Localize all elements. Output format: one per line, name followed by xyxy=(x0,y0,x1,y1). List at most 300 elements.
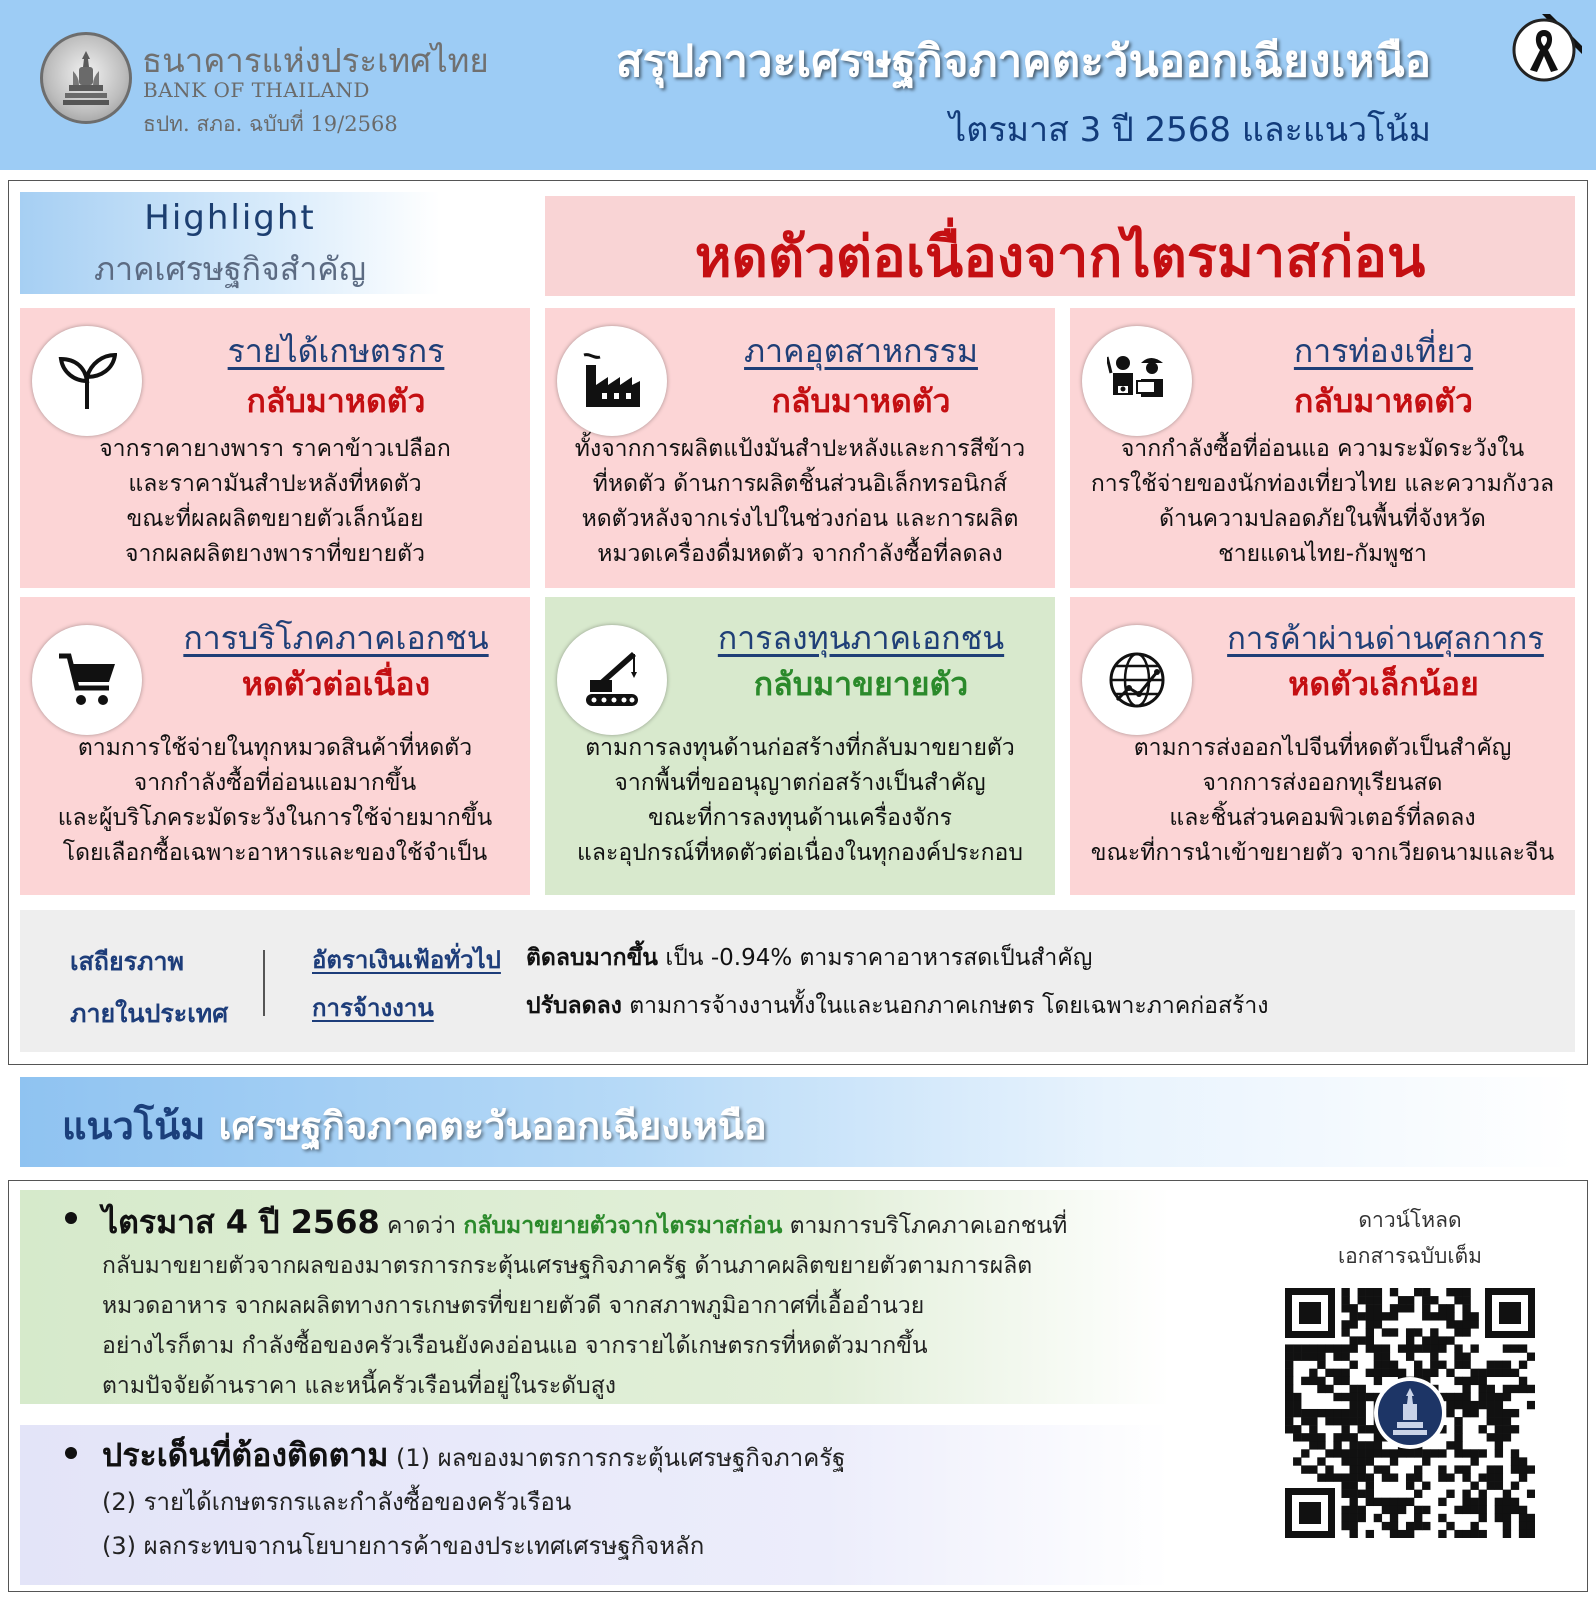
qr-module xyxy=(1422,1449,1430,1457)
qr-module xyxy=(1309,1425,1317,1433)
qr-module xyxy=(1422,1312,1430,1320)
qr-module xyxy=(1438,1336,1446,1344)
qr-module xyxy=(1487,1401,1495,1409)
qr-module xyxy=(1301,1409,1309,1417)
qr-module xyxy=(1462,1465,1470,1473)
qr-module xyxy=(1366,1393,1374,1401)
qr-module xyxy=(1406,1498,1414,1506)
qr-module xyxy=(1374,1433,1382,1441)
qr-module xyxy=(1511,1369,1519,1377)
qr-module xyxy=(1398,1530,1406,1538)
qr-module xyxy=(1527,1522,1535,1530)
qr-module xyxy=(1495,1369,1503,1377)
qr-module xyxy=(1309,1433,1317,1441)
qr-module xyxy=(1462,1288,1470,1296)
globe-trade-icon xyxy=(1082,625,1192,735)
qr-module xyxy=(1285,1417,1293,1425)
qr-module xyxy=(1293,1457,1301,1465)
card-line: และราคามันสำปะหลังที่หดตัว xyxy=(128,471,422,497)
qr-module xyxy=(1454,1328,1462,1336)
qr-module xyxy=(1511,1409,1519,1417)
qr-module xyxy=(1462,1328,1470,1336)
inflation-label: อัตราเงินเฟ้อทั่วไป xyxy=(312,946,501,974)
qr-module xyxy=(1350,1490,1358,1498)
qr-module xyxy=(1301,1344,1309,1352)
highlight-subtitle: ภาคเศรษฐกิจสำคัญ xyxy=(94,250,366,288)
qr-module xyxy=(1527,1514,1535,1522)
qr-module xyxy=(1390,1312,1398,1320)
qr-module xyxy=(1301,1353,1309,1361)
shopping-cart-icon xyxy=(32,625,142,735)
card-private-investment xyxy=(545,597,1055,895)
stability-label-line: ภายในประเทศ xyxy=(70,999,229,1028)
qr-module xyxy=(1503,1425,1511,1433)
card-tourism xyxy=(1070,308,1575,588)
outlook-title-prefix: แนวโน้ม xyxy=(62,1104,206,1148)
employment-highlight: ปรับลดลง xyxy=(526,993,622,1019)
qr-module xyxy=(1414,1465,1422,1473)
qr-module xyxy=(1333,1441,1341,1449)
outlook-title xyxy=(62,1095,767,1156)
card-line: ชายแดนไทย-กัมพูชา xyxy=(1218,541,1427,567)
qr-module xyxy=(1503,1506,1511,1514)
qr-module xyxy=(1519,1344,1527,1352)
qr-module xyxy=(1333,1433,1341,1441)
card-line: และผู้บริโภคระมัดระวังในการใช้จ่ายมากขึ้น xyxy=(57,805,493,831)
qr-module xyxy=(1503,1522,1511,1530)
card-line: ตามการใช้จ่ายในทุกหมวดสินค้าที่หดตัว xyxy=(77,735,473,761)
qr-module xyxy=(1366,1490,1374,1498)
qr-module xyxy=(1325,1465,1333,1473)
qr-module xyxy=(1454,1425,1462,1433)
qr-module xyxy=(1341,1369,1349,1377)
qr-module xyxy=(1309,1353,1317,1361)
qr-module xyxy=(1293,1401,1301,1409)
qr-module xyxy=(1495,1433,1503,1441)
card-status: กลับมาขยายตัว xyxy=(753,665,969,703)
qr-module xyxy=(1438,1312,1446,1320)
qr-module xyxy=(1406,1296,1414,1304)
qr-module xyxy=(1487,1473,1495,1481)
download-qr-code[interactable] xyxy=(1285,1288,1535,1538)
qr-module xyxy=(1366,1320,1374,1328)
card-description xyxy=(555,731,1045,871)
qr-module xyxy=(1422,1288,1430,1296)
card-status: กลับมาหดตัว xyxy=(1294,382,1473,420)
qr-module xyxy=(1495,1465,1503,1473)
qr-module xyxy=(1293,1409,1301,1417)
download-label xyxy=(1300,1202,1520,1274)
qr-module xyxy=(1398,1506,1406,1514)
bullet-icon xyxy=(65,1212,77,1224)
qr-module xyxy=(1341,1320,1349,1328)
mourning-ribbon-icon xyxy=(1510,14,1582,86)
qr-module xyxy=(1487,1482,1495,1490)
watch-line xyxy=(102,1433,845,1480)
qr-module xyxy=(1382,1506,1390,1514)
qr-module xyxy=(1519,1506,1527,1514)
qr-module xyxy=(1479,1473,1487,1481)
qr-module xyxy=(1333,1473,1341,1481)
qr-module xyxy=(1366,1296,1374,1304)
qr-module xyxy=(1454,1377,1462,1385)
qr-module xyxy=(1446,1490,1454,1498)
card-line: และอุปกรณ์ที่หดตัวต่อเนื่องในทุกองค์ประกอบ xyxy=(577,840,1023,866)
outlook-banner xyxy=(20,1077,1575,1167)
qr-module xyxy=(1285,1361,1293,1369)
qr-module xyxy=(1430,1328,1438,1336)
card-description xyxy=(30,432,520,572)
qr-module xyxy=(1341,1425,1349,1433)
qr-module xyxy=(1414,1490,1422,1498)
qr-module xyxy=(1350,1344,1358,1352)
qr-module xyxy=(1430,1369,1438,1377)
qr-module xyxy=(1511,1449,1519,1457)
qr-module xyxy=(1325,1417,1333,1425)
employment-value xyxy=(526,988,1268,1024)
qr-module xyxy=(1374,1377,1382,1385)
qr-module xyxy=(1414,1506,1422,1514)
q4-line: ตามปัจจัยด้านราคา และหนี้ครัวเรือนที่อยู่ในระดับสูง xyxy=(102,1373,616,1399)
qr-module xyxy=(1438,1304,1446,1312)
qr-module xyxy=(1511,1482,1519,1490)
employment-detail: ตามการจ้างงานทั้งในและนอกภาคเกษตร โดยเฉพาะภาคก่อสร้าง xyxy=(621,993,1269,1019)
card-line: และชิ้นส่วนคอมพิวเตอร์ที่ลดลง xyxy=(1169,805,1476,831)
qr-module xyxy=(1487,1433,1495,1441)
qr-module xyxy=(1341,1409,1349,1417)
qr-module xyxy=(1325,1344,1333,1352)
qr-module xyxy=(1406,1344,1414,1352)
qr-module xyxy=(1470,1449,1478,1457)
qr-module xyxy=(1462,1409,1470,1417)
qr-module xyxy=(1341,1433,1349,1441)
qr-module xyxy=(1366,1288,1374,1296)
qr-module xyxy=(1422,1369,1430,1377)
qr-module xyxy=(1309,1465,1317,1473)
qr-module xyxy=(1333,1449,1341,1457)
qr-module xyxy=(1358,1425,1366,1433)
qr-module xyxy=(1301,1449,1309,1457)
crane-icon xyxy=(557,625,667,735)
qr-module xyxy=(1358,1441,1366,1449)
q4-expect: คาดว่า xyxy=(379,1213,464,1239)
qr-module xyxy=(1285,1353,1293,1361)
qr-module xyxy=(1374,1514,1382,1522)
qr-module xyxy=(1341,1377,1349,1385)
qr-module xyxy=(1358,1401,1366,1409)
qr-module xyxy=(1438,1361,1446,1369)
qr-module xyxy=(1430,1361,1438,1369)
qr-module xyxy=(1438,1344,1446,1352)
qr-module xyxy=(1366,1369,1374,1377)
qr-module xyxy=(1374,1353,1382,1361)
qr-module xyxy=(1358,1457,1366,1465)
qr-module xyxy=(1462,1473,1470,1481)
qr-module xyxy=(1341,1304,1349,1312)
qr-module xyxy=(1446,1304,1454,1312)
qr-module xyxy=(1406,1353,1414,1361)
header-banner xyxy=(0,0,1596,170)
qr-module xyxy=(1487,1393,1495,1401)
qr-module xyxy=(1487,1369,1495,1377)
qr-module xyxy=(1301,1377,1309,1385)
bullet-icon xyxy=(65,1447,77,1459)
qr-module xyxy=(1454,1344,1462,1352)
card-title: ภาคอุตสาหกรรม xyxy=(744,332,978,370)
qr-module xyxy=(1470,1457,1478,1465)
qr-module xyxy=(1414,1522,1422,1530)
qr-module xyxy=(1454,1401,1462,1409)
qr-module xyxy=(1479,1401,1487,1409)
bank-seal-logo xyxy=(40,32,132,124)
headline-text: หดตัวต่อเนื่องจากไตรมาสก่อน xyxy=(694,225,1426,290)
qr-module xyxy=(1325,1473,1333,1481)
qr-module xyxy=(1479,1385,1487,1393)
card-line: ทั้งจากการผลิตแป้งมันสำปะหลังและการสีข้าว xyxy=(574,436,1026,462)
qr-module xyxy=(1487,1385,1495,1393)
qr-module xyxy=(1454,1361,1462,1369)
qr-module xyxy=(1511,1457,1519,1465)
bank-name-thai: ธนาคารแห่งประเทศไทย xyxy=(142,41,489,80)
qr-module xyxy=(1511,1506,1519,1514)
qr-module xyxy=(1390,1288,1398,1296)
qr-module xyxy=(1390,1473,1398,1481)
qr-module xyxy=(1519,1465,1527,1473)
qr-module xyxy=(1479,1425,1487,1433)
qr-module xyxy=(1293,1425,1301,1433)
card-title: การค้าผ่านด่านศุลกากร xyxy=(1227,621,1544,657)
qr-module xyxy=(1454,1288,1462,1296)
qr-module xyxy=(1350,1304,1358,1312)
qr-module xyxy=(1293,1344,1301,1352)
qr-module xyxy=(1350,1530,1358,1538)
qr-module xyxy=(1511,1498,1519,1506)
qr-module xyxy=(1341,1473,1349,1481)
qr-module xyxy=(1382,1328,1390,1336)
qr-module xyxy=(1470,1482,1478,1490)
card-description xyxy=(1080,731,1565,871)
qr-module xyxy=(1301,1417,1309,1425)
qr-module xyxy=(1293,1353,1301,1361)
qr-module xyxy=(1503,1361,1511,1369)
qr-module xyxy=(1446,1441,1454,1449)
inflation-value xyxy=(526,940,1092,976)
qr-module xyxy=(1519,1522,1527,1530)
qr-module xyxy=(1414,1473,1422,1481)
qr-module xyxy=(1495,1409,1503,1417)
qr-module xyxy=(1519,1457,1527,1465)
qr-module xyxy=(1438,1449,1446,1457)
qr-module xyxy=(1333,1393,1341,1401)
qr-module xyxy=(1366,1441,1374,1449)
qr-module xyxy=(1309,1344,1317,1352)
stability-label xyxy=(70,936,228,1040)
qr-module xyxy=(1374,1361,1382,1369)
card-line: ขณะที่การนำเข้าขยายตัว จากเวียดนามและจีน xyxy=(1090,840,1555,866)
qr-module xyxy=(1519,1377,1527,1385)
qr-module xyxy=(1341,1514,1349,1522)
qr-module xyxy=(1350,1417,1358,1425)
qr-module xyxy=(1519,1361,1527,1369)
qr-module xyxy=(1374,1296,1382,1304)
qr-module xyxy=(1527,1465,1535,1473)
qr-module xyxy=(1438,1530,1446,1538)
qr-module xyxy=(1422,1296,1430,1304)
qr-module xyxy=(1358,1296,1366,1304)
card-title: การบริโภคภาคเอกชน xyxy=(183,619,489,657)
qr-module xyxy=(1446,1401,1454,1409)
tourists-icon xyxy=(1082,326,1192,436)
qr-module xyxy=(1470,1522,1478,1530)
qr-module xyxy=(1487,1465,1495,1473)
qr-module xyxy=(1454,1417,1462,1425)
qr-module xyxy=(1398,1296,1406,1304)
qr-module xyxy=(1430,1449,1438,1457)
qr-module xyxy=(1446,1393,1454,1401)
qr-module xyxy=(1503,1385,1511,1393)
qr-module xyxy=(1414,1288,1422,1296)
qr-module xyxy=(1479,1498,1487,1506)
qr-module xyxy=(1470,1320,1478,1328)
qr-module xyxy=(1285,1401,1293,1409)
qr-module xyxy=(1422,1336,1430,1344)
qr-module xyxy=(1446,1369,1454,1377)
qr-module xyxy=(1333,1377,1341,1385)
qr-module xyxy=(1495,1498,1503,1506)
qr-module xyxy=(1285,1409,1293,1417)
qr-module xyxy=(1390,1506,1398,1514)
qr-module xyxy=(1495,1506,1503,1514)
card-line: จากผลผลิตยางพาราที่ขยายตัว xyxy=(125,541,425,567)
qr-module xyxy=(1454,1441,1462,1449)
card-line: ด้านความปลอดภัยในพื้นที่จังหวัด xyxy=(1159,506,1486,532)
qr-module xyxy=(1430,1344,1438,1352)
card-line: หมวดเครื่องดื่มหดตัว จากกำลังซื้อที่ลดลง xyxy=(597,541,1003,567)
employment-label: การจ้างงาน xyxy=(312,994,434,1022)
qr-module xyxy=(1341,1353,1349,1361)
qr-module xyxy=(1382,1361,1390,1369)
qr-module xyxy=(1503,1369,1511,1377)
qr-module xyxy=(1366,1344,1374,1352)
qr-module xyxy=(1374,1369,1382,1377)
qr-module xyxy=(1454,1530,1462,1538)
qr-module xyxy=(1333,1353,1341,1361)
card-line: ขณะที่การลงทุนด้านเครื่องจักร xyxy=(648,805,952,831)
card-line: ตามการส่งออกไปจีนที่หดตัวเป็นสำคัญ xyxy=(1133,735,1512,761)
qr-module xyxy=(1430,1296,1438,1304)
qr-module xyxy=(1398,1344,1406,1352)
qr-module xyxy=(1390,1457,1398,1465)
domestic-stability-box xyxy=(20,910,1575,1052)
qr-module xyxy=(1366,1530,1374,1538)
qr-module xyxy=(1462,1361,1470,1369)
card-farm-income xyxy=(20,308,530,588)
headline-box xyxy=(545,196,1575,296)
qr-module xyxy=(1390,1522,1398,1530)
qr-module xyxy=(1414,1514,1422,1522)
qr-module xyxy=(1527,1530,1535,1538)
qr-module xyxy=(1382,1465,1390,1473)
highlight-label-box xyxy=(20,192,440,294)
qr-module xyxy=(1454,1296,1462,1304)
qr-module xyxy=(1398,1449,1406,1457)
qr-module xyxy=(1495,1361,1503,1369)
qr-module xyxy=(1333,1417,1341,1425)
card-line: ขณะที่ผลผลิตขยายตัวเล็กน้อย xyxy=(126,506,424,532)
card-border-trade xyxy=(1070,597,1575,895)
qr-module xyxy=(1414,1361,1422,1369)
qr-module xyxy=(1527,1385,1535,1393)
qr-module xyxy=(1374,1441,1382,1449)
qr-module xyxy=(1527,1490,1535,1498)
qr-module xyxy=(1446,1320,1454,1328)
qr-module xyxy=(1350,1449,1358,1457)
qr-module xyxy=(1309,1377,1317,1385)
qr-module xyxy=(1406,1530,1414,1538)
qr-module xyxy=(1285,1425,1293,1433)
qr-module xyxy=(1495,1441,1503,1449)
qr-module xyxy=(1333,1344,1341,1352)
qr-module xyxy=(1358,1409,1366,1417)
qr-module xyxy=(1350,1465,1358,1473)
qr-module xyxy=(1495,1514,1503,1522)
qr-module xyxy=(1341,1522,1349,1530)
qr-module xyxy=(1350,1409,1358,1417)
qr-module xyxy=(1487,1361,1495,1369)
card-line: ตามการลงทุนด้านก่อสร้างที่กลับมาขยายตัว xyxy=(585,735,1015,761)
qr-module xyxy=(1462,1490,1470,1498)
qr-module xyxy=(1317,1385,1325,1393)
qr-module xyxy=(1341,1288,1349,1296)
qr-module xyxy=(1285,1369,1293,1377)
qr-module xyxy=(1414,1449,1422,1457)
outlook-title-rest: เศรษฐกิจภาคตะวันออกเฉียงเหนือ xyxy=(205,1104,767,1148)
qr-module xyxy=(1325,1369,1333,1377)
qr-module xyxy=(1454,1320,1462,1328)
qr-module xyxy=(1487,1417,1495,1425)
qr-module xyxy=(1470,1506,1478,1514)
qr-module xyxy=(1325,1385,1333,1393)
qr-module xyxy=(1374,1465,1382,1473)
q4-line: หมวดอาหาร จากผลผลิตทางการเกษตรที่ขยายตัวดี จากสภาพภูมิอากาศที่เอื้ออำนวย xyxy=(102,1293,925,1319)
qr-module xyxy=(1366,1304,1374,1312)
qr-module xyxy=(1470,1377,1478,1385)
qr-module xyxy=(1366,1457,1374,1465)
q4-line: อย่างไรก็ตาม กำลังซื้อของครัวเรือนยังคงอ่อนแอ จากรายได้เกษตรกรที่หดตัวมากขึ้น xyxy=(102,1333,928,1359)
qr-module xyxy=(1414,1328,1422,1336)
qr-module xyxy=(1503,1344,1511,1352)
qr-module xyxy=(1470,1369,1478,1377)
qr-module xyxy=(1350,1498,1358,1506)
qr-module xyxy=(1382,1473,1390,1481)
qr-module xyxy=(1374,1312,1382,1320)
qr-module xyxy=(1341,1393,1349,1401)
card-line: จากการส่งออกทุเรียนสด xyxy=(1202,770,1443,796)
qr-module xyxy=(1462,1385,1470,1393)
qr-module xyxy=(1341,1328,1349,1336)
qr-module xyxy=(1446,1336,1454,1344)
inflation-highlight: ติดลบมากขึ้น xyxy=(526,945,659,971)
qr-module xyxy=(1350,1320,1358,1328)
qr-module xyxy=(1462,1393,1470,1401)
qr-module xyxy=(1366,1482,1374,1490)
qr-module xyxy=(1470,1530,1478,1538)
factory-icon xyxy=(557,326,667,436)
qr-module xyxy=(1503,1498,1511,1506)
qr-module xyxy=(1454,1465,1462,1473)
qr-module xyxy=(1358,1312,1366,1320)
q4-lead: ไตรมาส 4 ปี 2568 xyxy=(102,1203,380,1241)
